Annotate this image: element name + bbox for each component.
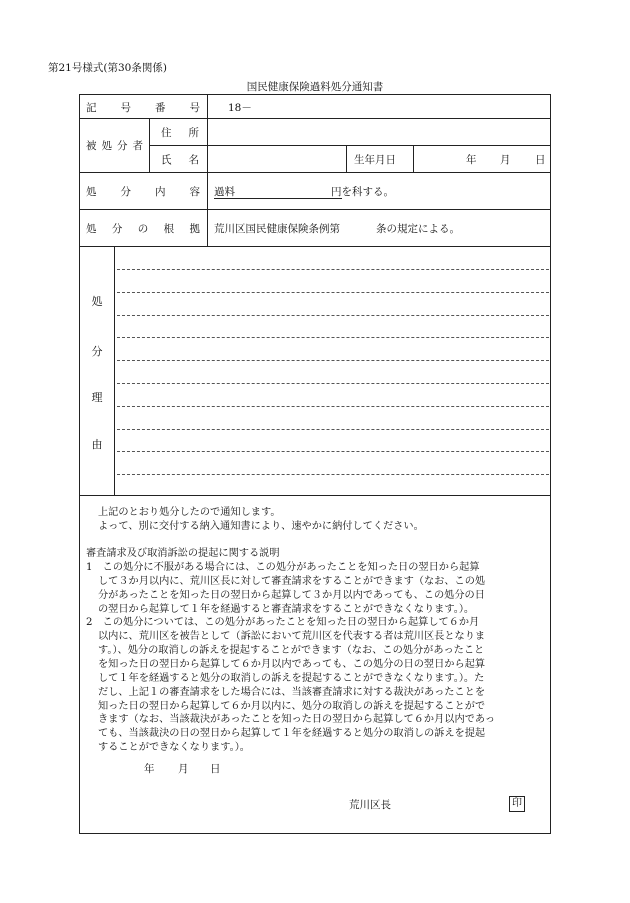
notice-line: よって、別に交付する納入通知書により、速やかに納付してください。 xyxy=(98,521,424,532)
record-number-label: 記 号 番 号 xyxy=(86,102,200,114)
form-number: 第21号様式(第30条関係) xyxy=(48,62,167,74)
fine-amount-underline[interactable] xyxy=(214,198,342,199)
record-number-value: 18－ xyxy=(228,102,252,114)
reason-line xyxy=(117,269,549,270)
appeal-item2-line: 知った日の翌日から起算して６か月以内に、処分の取消しの訴えを提起することがで xyxy=(98,701,486,712)
appeal-item1-line: 分があったことを知った日の翌日から起算して３か月以内であっても、この処分の日 xyxy=(98,590,485,601)
reason-line xyxy=(117,406,549,407)
appeal-heading: 審査請求及び取消訴訟の提起に関する説明 xyxy=(86,548,280,559)
birth-day-label: 日 xyxy=(535,154,546,166)
name-field[interactable] xyxy=(210,148,343,170)
appeal-item1-line: の翌日から起算して１年を経過すると審査請求をすることができなくなります。）。 xyxy=(98,604,475,615)
document-title: 国民健康保険過料処分通知書 xyxy=(246,81,384,93)
reason-line xyxy=(117,474,549,475)
reason-line xyxy=(117,315,549,316)
address-field[interactable] xyxy=(210,121,548,143)
date-day-label: 日 xyxy=(210,763,221,775)
appeal-item2-line: きます（なお、当該裁決があったことを知った日の翌日から起算して６か月以内であっ xyxy=(98,714,496,725)
appeal-item2-line: だし、上記１の審査請求をした場合には、当該審査請求に対する裁決があったことを xyxy=(98,687,486,698)
name-label: 氏 名 xyxy=(161,154,199,166)
notice-line: 上記のとおり処分したので通知します。 xyxy=(98,507,281,518)
appeal-item2-line: 2 この処分については、この処分があったことを知った日の翌日から起算して６か月 xyxy=(86,617,480,628)
appeal-item2-line: することができなくなります。）。 xyxy=(98,742,250,753)
appeal-item2-line: す。）、処分の取消しの訴えを提起することができます（なお、この処分があったこと xyxy=(98,645,485,656)
appeal-item2-line: を知った日の翌日から起算して６か月以内であっても、この処分の日の翌日から起算 xyxy=(98,659,486,670)
reason-line xyxy=(117,360,549,361)
reason-line xyxy=(117,451,549,452)
reason-line xyxy=(117,383,549,384)
date-year-label: 年 xyxy=(144,763,155,775)
birth-month-label: 月 xyxy=(500,154,511,166)
appeal-item2-line: して１年を経過すると処分の取消しの訴えを提起することができなくなります。）。た xyxy=(98,673,485,684)
appeal-item1-line: 1 この処分に不服がある場合には、この処分があったことを知った日の翌日から起算 xyxy=(86,562,480,573)
reason-line xyxy=(117,429,549,430)
basis-label: 処 分 の 根 拠 xyxy=(86,223,200,235)
seal-stamp: 印 xyxy=(509,796,525,812)
address-label: 住 所 xyxy=(161,127,199,139)
appeal-item2-line: 以内に、荒川区を被告として（訴訟において荒川区を代表する者は荒川区長となりま xyxy=(98,631,486,642)
reason-line xyxy=(117,292,549,293)
recipient-label: 被 処 分 者 xyxy=(86,140,143,152)
date-month-label: 月 xyxy=(178,763,189,775)
appeal-item2-line: ても、当該裁決の日の翌日から起算して１年を経過すると処分の取消しの訴えを提起 xyxy=(98,728,486,739)
fine-suffix: 円を科する。 xyxy=(331,186,394,198)
reason-label-char: 分 xyxy=(91,345,103,358)
reason-line xyxy=(117,337,549,338)
reason-label-char: 由 xyxy=(91,438,103,451)
birth-date-label: 生年月日 xyxy=(354,154,396,166)
birth-year-label: 年 xyxy=(466,154,477,166)
issuer-name: 荒川区長 xyxy=(349,799,391,811)
basis-text-a: 荒川区国民健康保険条例第 xyxy=(214,223,340,235)
content-label: 処 分 内 容 xyxy=(86,186,200,198)
reason-label-char: 処 xyxy=(91,295,103,308)
basis-text-b: 条の規定による。 xyxy=(376,223,460,235)
appeal-item1-line: して３か月以内に、荒川区長に対して審査請求をすることができます（なお、この処 xyxy=(98,576,486,587)
fine-prefix: 過料 xyxy=(214,186,235,198)
reason-label-char: 理 xyxy=(91,391,103,404)
